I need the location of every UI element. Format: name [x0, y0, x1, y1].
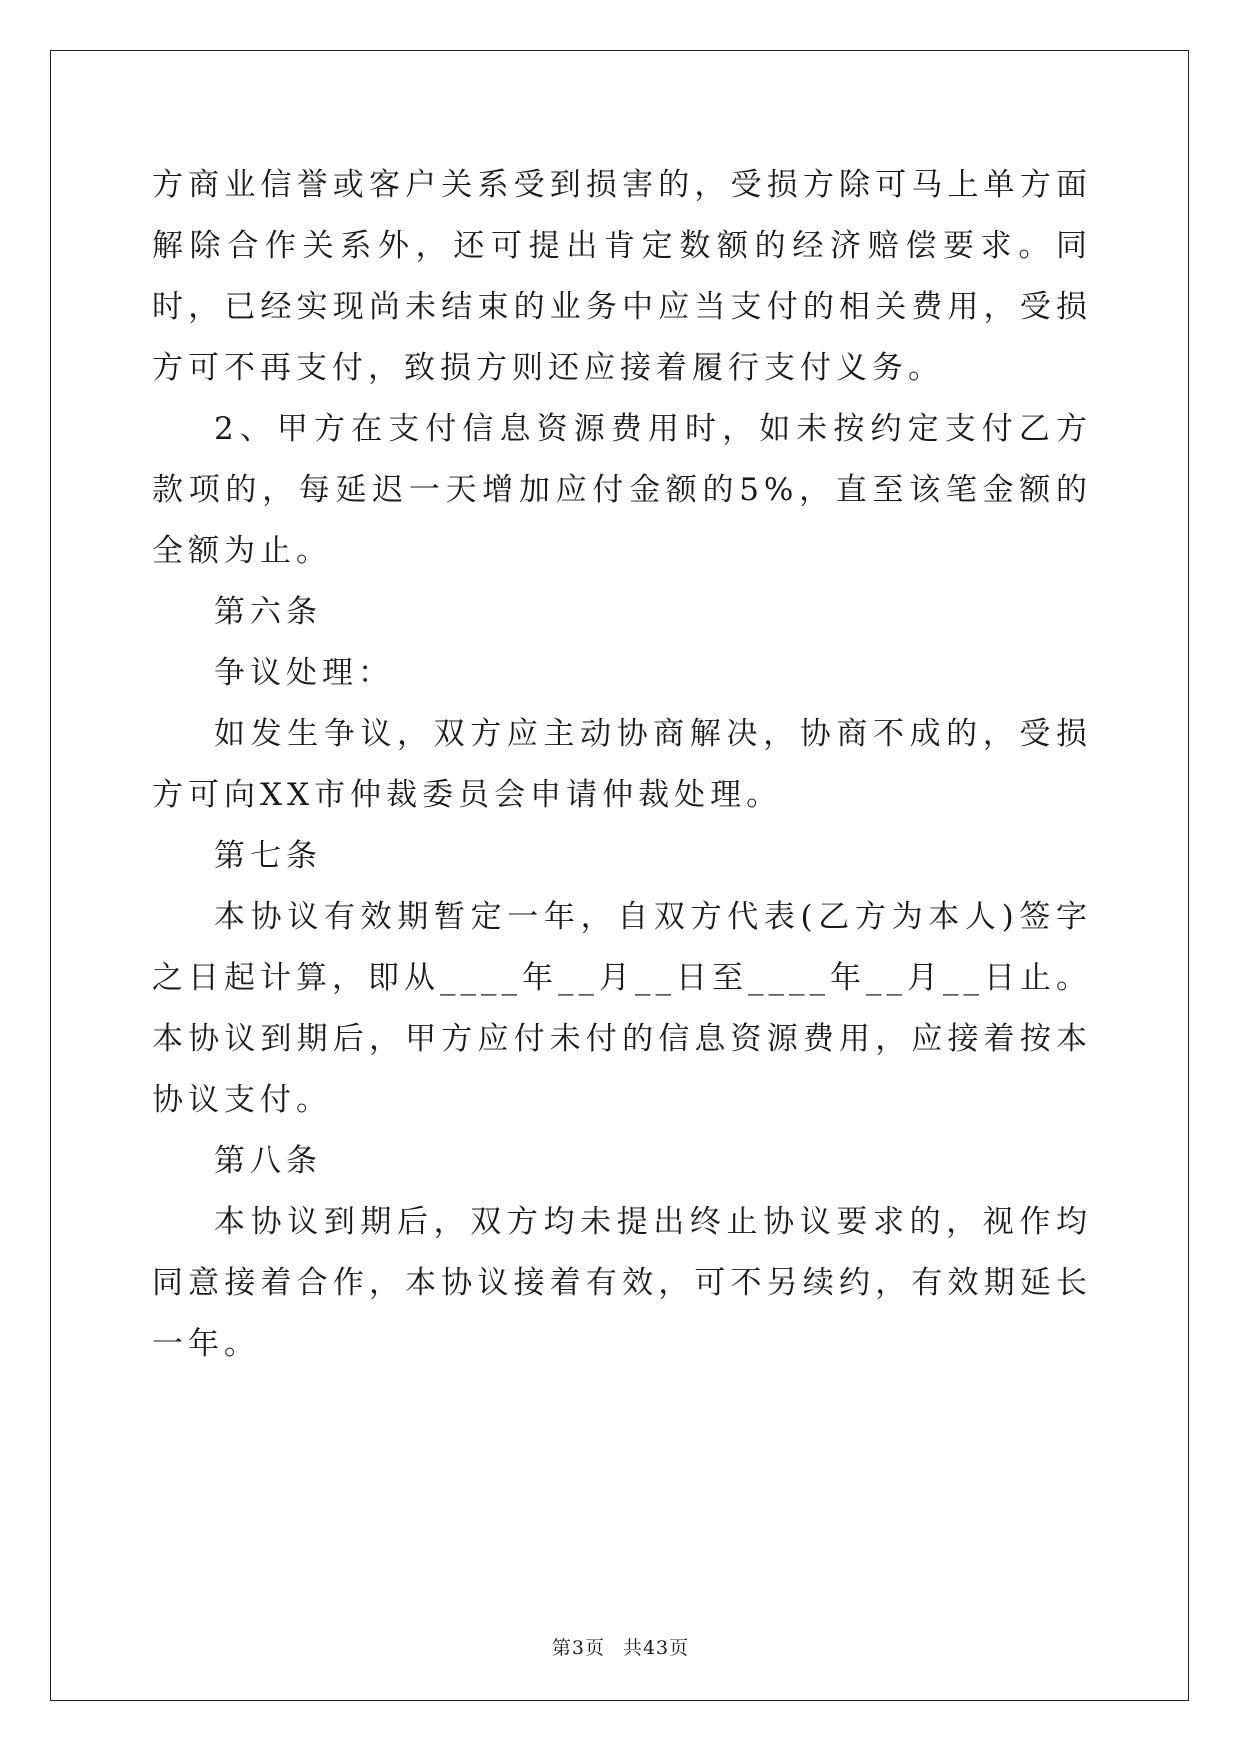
page-footer	[0, 1633, 1241, 1660]
article-heading-8: 第八条	[214, 1143, 322, 1179]
paragraph-renewal: 本协议到期后，双方均未提出终止协议要求的，视作均同意接着合作，本协议接着有效，可不另续约，有效期延长一年。	[152, 1204, 1092, 1362]
paragraph-dispute: 如发生争议，双方应主动协商解决，协商不成的，受损方可向XX市仲裁委员会申请仲裁处理。	[152, 716, 1092, 813]
paragraph-validity: 本协议有效期暂定一年，自双方代表(乙方为本人)签字之日起计算，即从____年__月__日至____年__月__日止。本协议到期后，甲方应付未付的信息资源费用，应接着按本协议支付。	[152, 899, 1092, 1118]
page-total: 共43页	[622, 1637, 690, 1659]
paragraph-continuation: 方商业信誉或客户关系受到损害的，受损方除可马上单方面解除合作关系外，还可提出肯定数额的经济赔偿要求。同时，已经实现尚未结束的业务中应当支付的相关费用，受损方可不再支付，致损方则还应接着履行支付义务。	[152, 167, 1092, 386]
paragraph-late-payment: 2、甲方在支付信息资源费用时，如未按约定支付乙方款项的，每延迟一天增加应付金额的5%，直至该笔金额的全额为止。	[152, 411, 1092, 569]
section-heading-dispute: 争议处理：	[214, 655, 394, 691]
article-heading-7: 第七条	[214, 838, 322, 874]
page-number: 第3页	[551, 1637, 605, 1659]
document-body	[152, 155, 1092, 1375]
article-heading-6: 第六条	[214, 594, 322, 630]
